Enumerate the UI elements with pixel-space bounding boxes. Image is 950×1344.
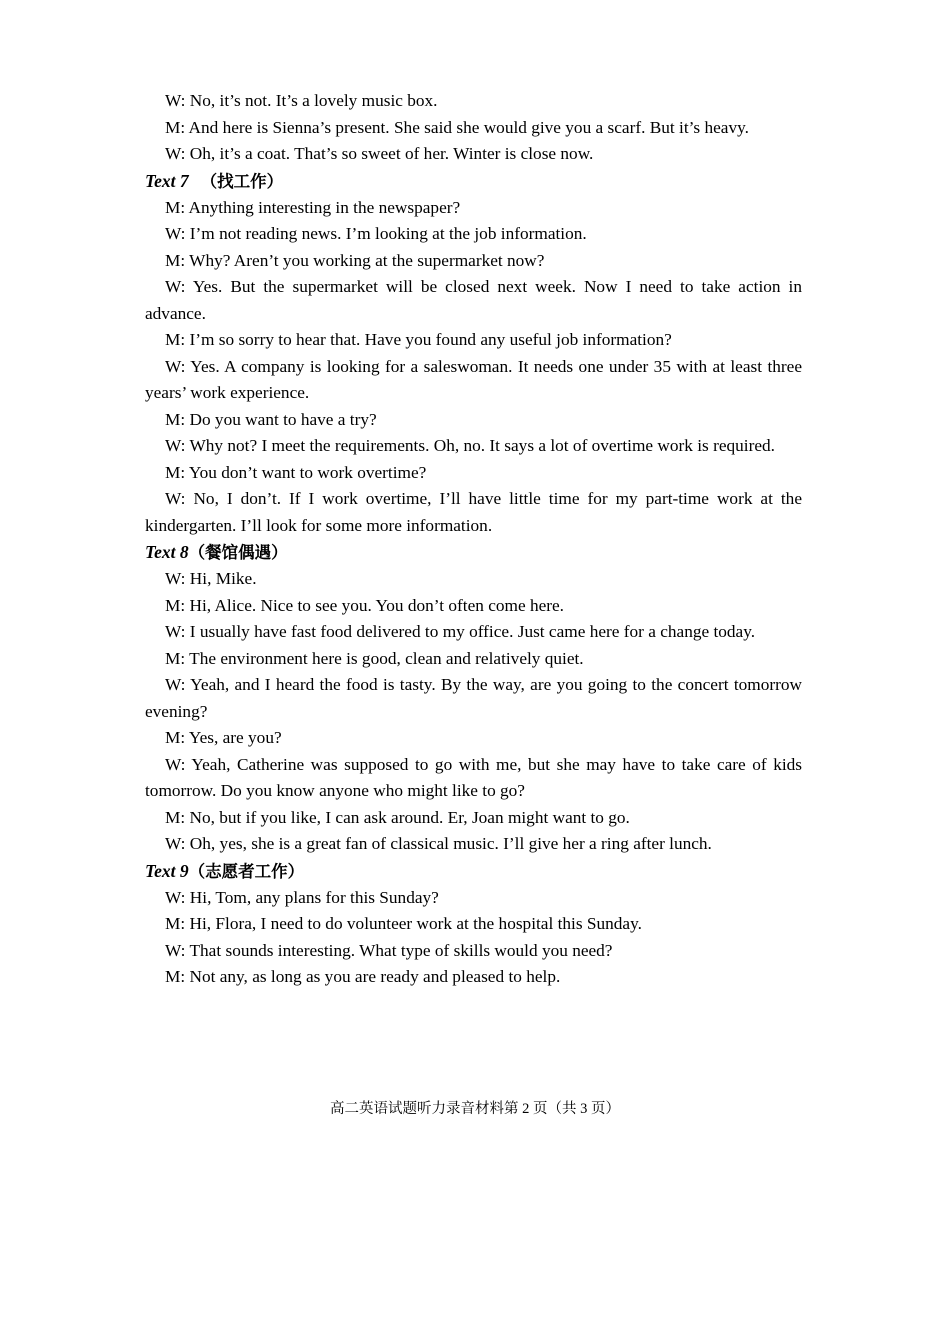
transcript-body bbox=[145, 88, 802, 991]
dialogue-line: M: You don’t want to work overtime? bbox=[165, 462, 427, 482]
dialogue-line: M: Anything interesting in the newspaper? bbox=[165, 197, 461, 217]
dialogue-line: W: Yeah, and I heard the food is tasty. By the way, are you going to the concert tomorrow evening? bbox=[145, 675, 802, 721]
dialogue-line: W: Yeah, Catherine was supposed to go with me, but she may have to take care of kids tomorrow. Do you know anyone who might like to go? bbox=[145, 754, 802, 800]
dialogue-line: W: I usually have fast food delivered to my office. Just came here for a change today. bbox=[165, 622, 756, 641]
dialogue-line: M: Why? Aren’t you working at the supermarket now? bbox=[165, 250, 545, 270]
section-number: Text 9 bbox=[145, 860, 189, 881]
section-topic: （志愿者工作） bbox=[188, 861, 305, 881]
section-heading-text-8 bbox=[145, 539, 802, 566]
dialogue-line: M: Hi, Alice. Nice to see you. You don’t often come here. bbox=[165, 595, 564, 615]
section-number: Text 7 bbox=[145, 170, 189, 191]
dialogue-line: M: And here is Sienna’s present. She said she would give you a scarf. But it’s heavy. bbox=[165, 117, 749, 137]
section-topic: （餐馆偶遇） bbox=[188, 543, 288, 562]
dialogue-line: M: Yes, are you? bbox=[165, 728, 282, 747]
dialogue-line: W: Yes. But the supermarket will be closed next week. Now I need to take action in advance. bbox=[145, 277, 802, 323]
dialogue-line: W: That sounds interesting. What type of skills would you need? bbox=[165, 940, 613, 960]
dialogue-line: M: No, but if you like, I can ask around. Er, Joan might want to go. bbox=[165, 807, 630, 827]
dialogue-line: W: Oh, yes, she is a great fan of classical music. I’ll give her a ring after lunch. bbox=[165, 834, 712, 853]
section-number: Text 8 bbox=[145, 542, 189, 562]
dialogue-line: M: The environment here is good, clean and relatively quiet. bbox=[165, 648, 584, 668]
dialogue-line: M: Hi, Flora, I need to do volunteer work at the hospital this Sunday. bbox=[165, 914, 642, 933]
dialogue-line: W: Yes. A company is looking for a saleswoman. It needs one under 35 with at least three years’ work experience. bbox=[145, 356, 802, 402]
dialogue-line: W: No, it’s not. It’s a lovely music box. bbox=[165, 91, 438, 110]
dialogue-line: W: Hi, Tom, any plans for this Sunday? bbox=[165, 887, 439, 907]
dialogue-line: W: I’m not reading news. I’m looking at the job information. bbox=[165, 224, 587, 243]
section-heading-text-9 bbox=[145, 858, 802, 885]
section-topic: （找工作） bbox=[200, 171, 284, 191]
dialogue-line: W: Why not? I meet the requirements. Oh, no. It says a lot of overtime work is required. bbox=[165, 436, 775, 455]
dialogue-line: M: Not any, as long as you are ready and pleased to help. bbox=[165, 967, 561, 986]
dialogue-line: W: Oh, it’s a coat. That’s so sweet of her. Winter is close now. bbox=[165, 144, 594, 163]
dialogue-line: W: No, I don’t. If I work overtime, I’ll have little time for my part-time work at the kindergarten. I’ll look for some more information. bbox=[145, 489, 802, 535]
dialogue-line: W: Hi, Mike. bbox=[165, 569, 257, 588]
section-heading-text-7 bbox=[145, 168, 802, 195]
page-footer: 高二英语试题听力录音材料第 2 页（共 3 页） bbox=[330, 1101, 620, 1117]
dialogue-line: M: Do you want to have a try? bbox=[165, 409, 377, 429]
dialogue-line: M: I’m so sorry to hear that. Have you found any useful job information? bbox=[165, 330, 672, 349]
